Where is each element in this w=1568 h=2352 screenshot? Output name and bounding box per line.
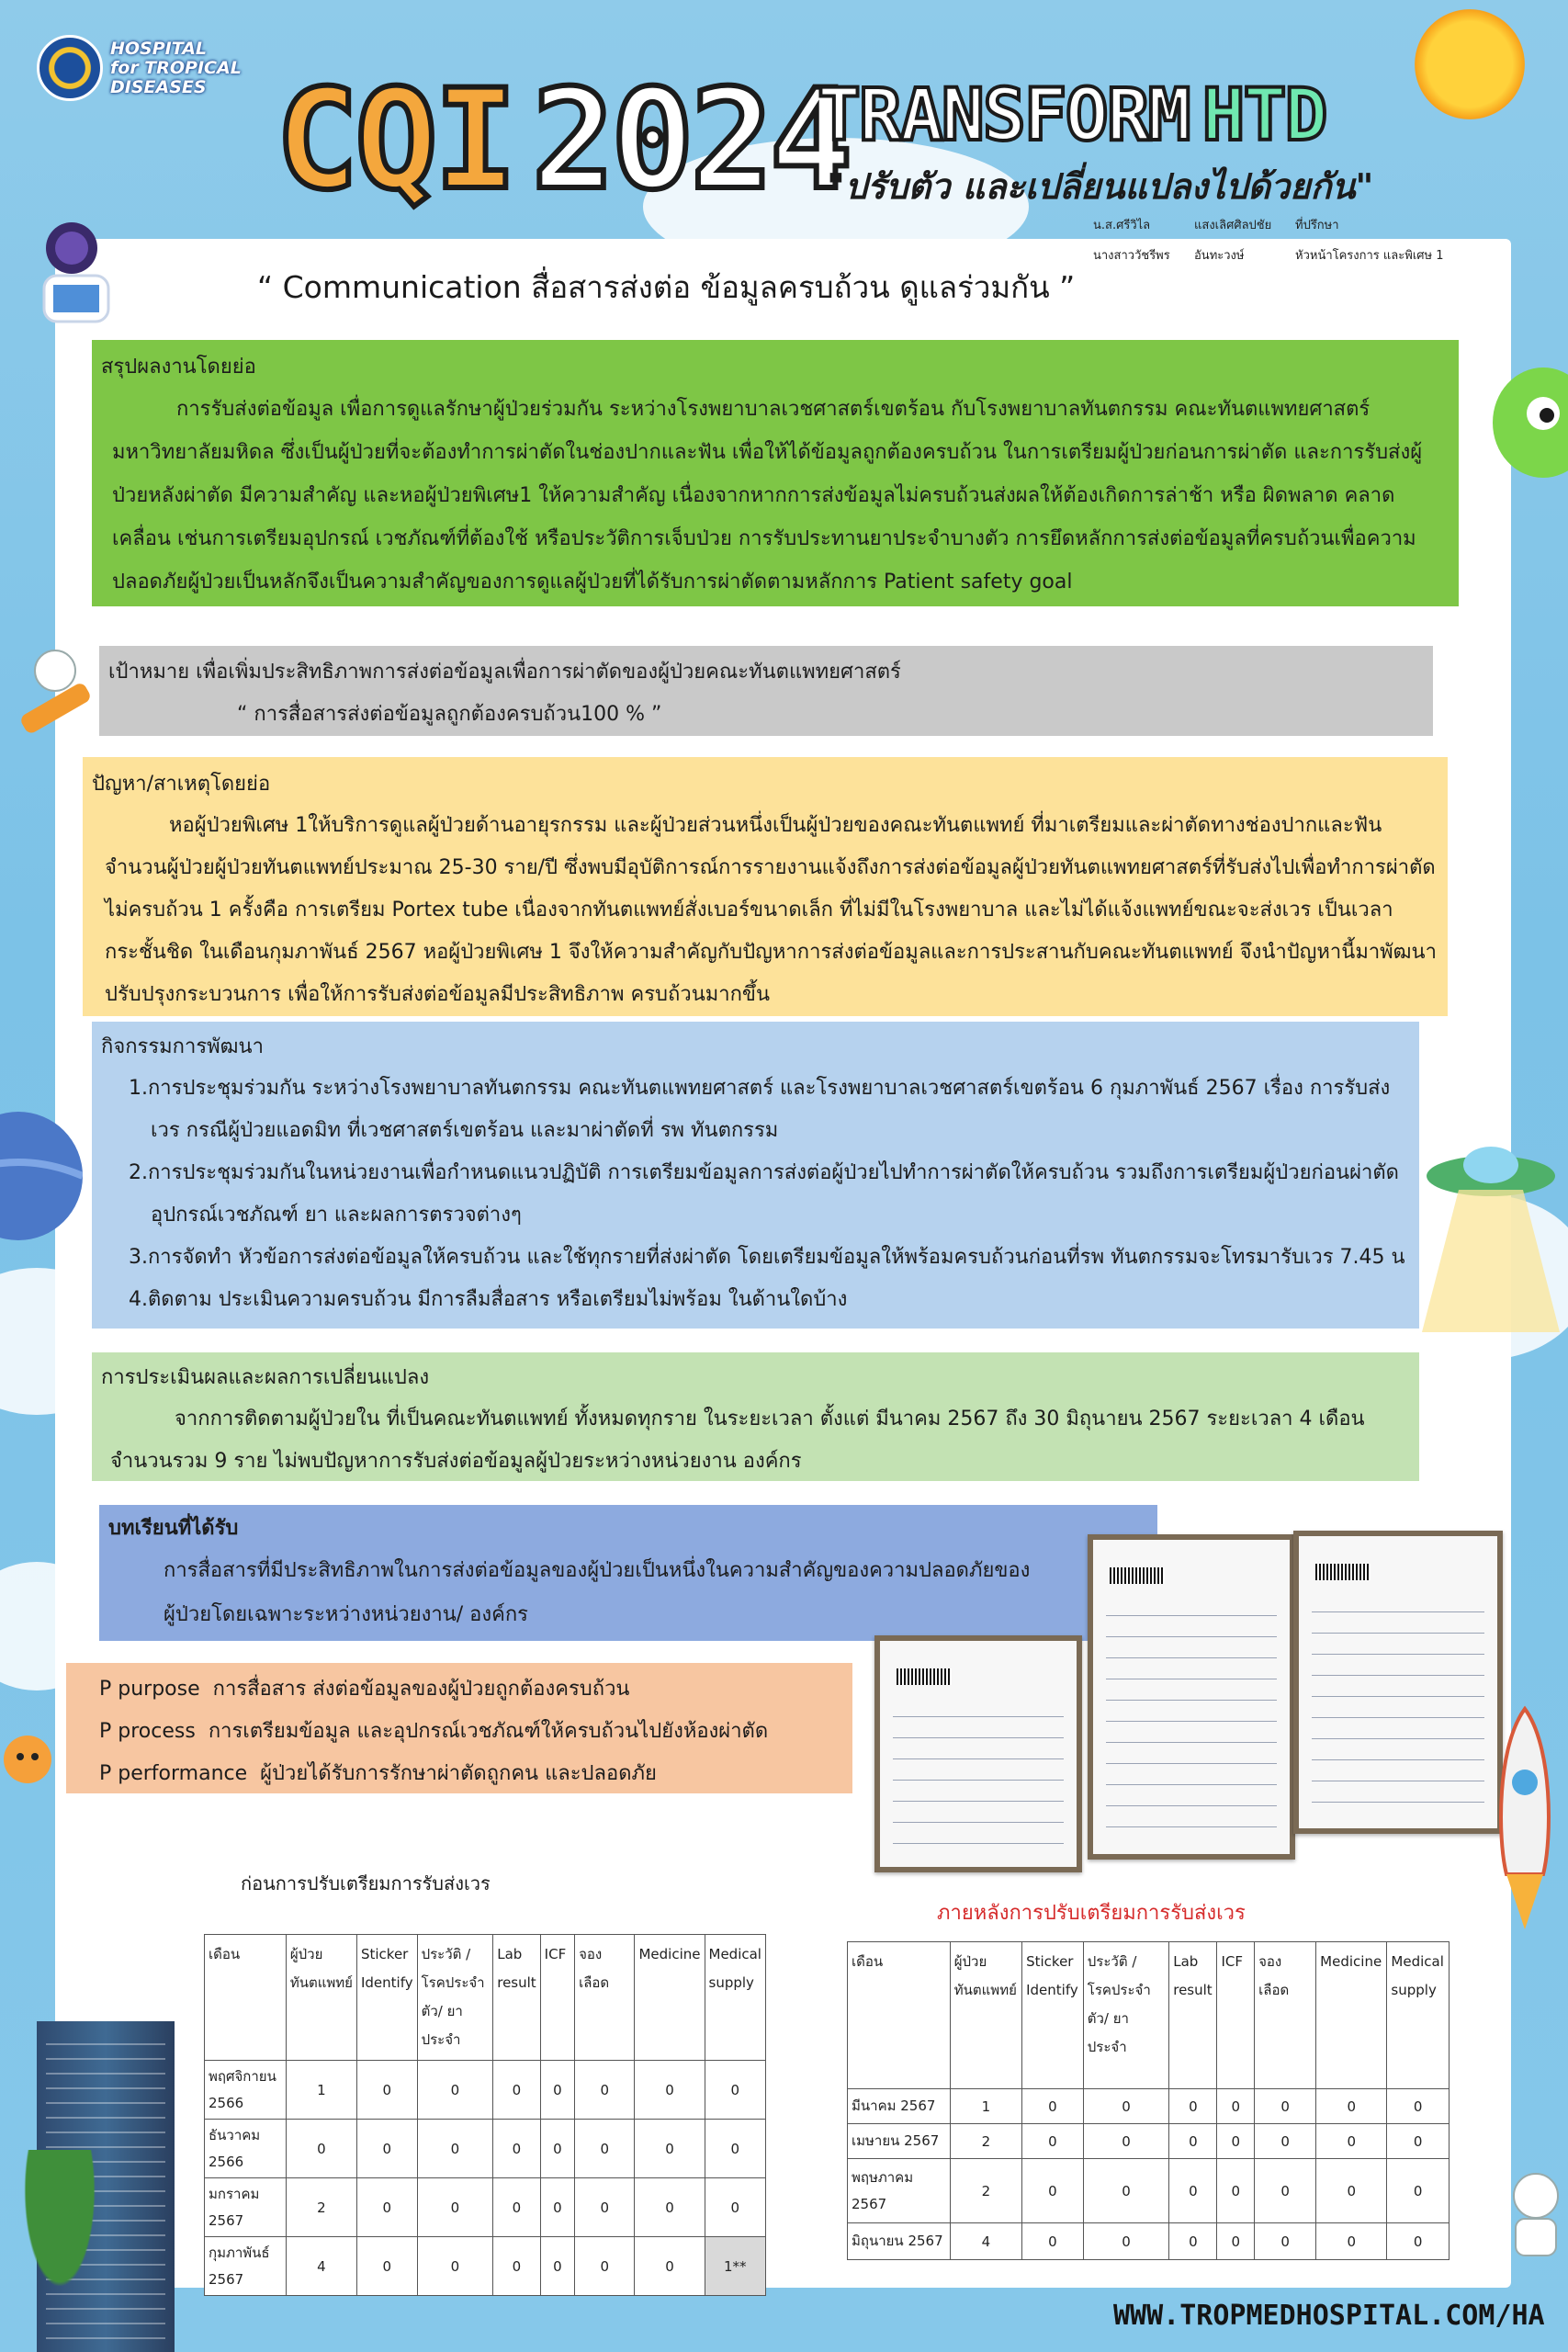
ppp-row: P performance ผู้ป่วยได้รับการรักษาผ่าตัดถูกคน และปลอดภัย [99,1762,657,1785]
hospital-logo-text: HOSPITAL for TROPICAL DISEASES [110,38,242,97]
ppp-section [66,1663,852,1793]
table-header: จองเลือด [1255,1942,1316,2089]
table-header: Medicine [635,1935,705,2061]
footer-url: WWW.TROPMEDHOSPITAL.COM/HA [1113,2300,1545,2332]
table-header: เดือน [205,1935,287,2061]
table-after-caption: ภายหลังการปรับเตรียมการรับส่งเวร [937,1902,1246,1925]
table-row: เมษายน 2567 2 0 0 0 0 0 0 0 [848,2124,1450,2159]
lesson-section [99,1505,1157,1641]
hospital-logo [37,35,242,101]
author-name: น.ส.ศรีวิไล [1093,219,1151,232]
problem-title: ปัญหา/สาเหตุโดยย่อ [92,773,271,796]
table-header: Lab result [1169,1942,1217,2089]
table-before [204,1934,766,2296]
author-name: อันทะวงษ์ [1194,249,1245,263]
title-htd: HTD [1201,74,1326,157]
activity-item: 4.ติดตาม ประเมินความครบถ้วน มีการลืมสื่อสาร หรือเตรียมไม่พร้อม ในด้านใดบ้าง [129,1288,848,1311]
ufo-icon [1422,1139,1560,1341]
author-name: ที่ปรึกษา [1295,219,1339,232]
palm-tree-image [0,2150,119,2352]
poster-title [276,61,850,220]
sun-icon [1415,9,1525,119]
astronaut-corner-icon [1499,2168,1568,2260]
table-header: ผู้ป่วยทันตแพทย์ [950,1942,1021,2089]
evaluation-section [92,1352,1419,1481]
table-before-caption: ก่อนการปรับเตรียมการรับส่งเวร [241,1872,491,1894]
handover-form-photo [1088,1534,1295,1860]
authors-block [1093,215,1479,265]
rocket-icon [1479,1700,1568,1939]
poster-headline: “ Communication สื่อสารส่งต่อ ข้อมูลครบถ้วน ดูแลร่วมกัน ” [257,269,1076,305]
lesson-line: ผู้ป่วยโดยเฉพาะระหว่างหน่วยงาน/ องค์กร [164,1603,528,1626]
table-header: Lab result [493,1935,540,2061]
cat-icon [0,1718,64,1801]
activity-item: 3.การจัดทำ หัวข้อการส่งต่อข้อมูลให้ครบถ้วน และใช้ทุกรายที่ส่งผ่าตัด โดยเตรียมข้อมูลให้พร้อมครบถ้วนก่อนที่รพ ทันตกรรมจะโทรมารับเวร 7.45 น [129,1246,1405,1269]
table-header: ประวัติ / โรคประจำตัว/ ยาประจำ [417,1935,493,2061]
activities-section [92,1022,1419,1329]
author-name: นางสาววัชรีพร [1093,249,1170,263]
handover-form-photo [874,1635,1082,1872]
summary-title: สรุปผลงานโดยย่อ [101,356,256,379]
evaluation-title: การประเมินผลและผลการเปลี่ยนแปลง [101,1366,430,1389]
hospital-seal-icon [37,35,103,101]
activity-item: 1.การประชุมร่วมกัน ระหว่างโรงพยาบาลทันตกรรม คณะทันตแพทยศาสตร์ และโรงพยาบาลเวชศาสตร์เขตร้อน 6 กุมภาพันธ์ 2567 เรื่อง การรับส่งเวร กรณีผู้ป่วยแอดมิท ที่เวชศาสตร์เขตร้อน และมาผ่าตัดที่ รพ ทันตกรรม [129,1077,1391,1142]
lesson-title: บทเรียนที่ได้รับ [108,1517,239,1540]
table-header: Medical supply [705,1935,766,2061]
table-row: พฤษภาคม 2567 2 0 0 0 0 0 0 0 [848,2159,1450,2223]
ppp-row: P purpose การสื่อสาร ส่งต่อข้อมูลของผู้ป่วยถูกต้องครบถ้วน [99,1678,630,1701]
table-header: ผู้ป่วยทันตแพทย์ [286,1935,356,2061]
activity-item: 2.การประชุมร่วมกันในหน่วยงานเพื่อกำหนดแนวปฏิบัติ การเตรียมข้อมูลการส่งต่อผู้ป่วยไปทำการผ่าตัดให้ครบถ้วน รวมถึงการเตรียมผู้ป่วยก่อนผ่าตัด อุปกรณ์เวชภัณฑ์ ยา และผลการตรวจต่างๆ [129,1161,1399,1227]
table-header: Medicine [1316,1942,1387,2089]
table-row: กุมภาพันธ์ 2567 4 0 0 0 0 0 0 1** [205,2237,766,2296]
table-after [847,1941,1450,2260]
handover-form-photo [1293,1531,1503,1834]
green-monster-icon [1488,358,1568,496]
summary-section [92,340,1459,606]
highlight-cell: 1** [705,2237,766,2296]
problem-section [83,757,1448,1016]
author-name: แสงเลิศศิลปชัย [1194,219,1272,232]
table-header: Sticker Identify [1022,1942,1084,2089]
goal-section [99,646,1433,736]
planet-icon [0,1102,83,1250]
table-header: ICF [1217,1942,1255,2089]
evaluation-body: จากการติดตามผู้ป่วยใน ที่เป็นคณะทันตแพทย์ ทั้งหมดทุกราย ในระยะเวลา ตั้งแต่ มีนาคม 2567 ถึง 30 มิถุนายน 2567 ระยะเวลา 4 เดือน จำนวนรวม 9 ราย ไม่พบปัญหาการรับส่งต่อข้อมูลผู้ป่วยระหว่างหน่วยงาน องค์กร [110,1408,1365,1473]
title-transform: TRANSFORM HTD [818,74,1326,157]
title-year: 2024 [531,61,850,220]
table-row: พฤศจิกายน 2566 1 0 0 0 0 0 0 0 [205,2061,766,2120]
table-header: ICF [540,1935,574,2061]
astronaut-pencil-icon [9,643,101,753]
table-header: ประวัติ / โรคประจำตัว/ ยาประจำ [1083,1942,1168,2089]
table-header: Sticker Identify [356,1935,417,2061]
title-cqi: CQI [276,61,513,220]
ppp-row: P process การเตรียมข้อมูล และอุปกรณ์เวชภัณฑ์ให้ครบถ้วนไปยังห้องผ่าตัด [99,1720,769,1743]
table-header: Medical supply [1387,1942,1450,2089]
activities-title: กิจกรรมการพัฒนา [101,1035,264,1058]
goal-target: “ การสื่อสารส่งต่อข้อมูลถูกต้องครบถ้วน100 % ” [237,703,662,726]
goal-text: เป้าหมาย เพื่อเพิ่มประสิทธิภาพการส่งต่อข้อมูลเพื่อการผ่าตัดของผู้ป่วยคณะทันตแพทยศาสตร์ [108,661,901,684]
table-row: มีนาคม 2567 1 0 0 0 0 0 0 0 [848,2089,1450,2124]
summary-body: การรับส่งต่อข้อมูล เพื่อการดูแลรักษาผู้ป่วยร่วมกัน ระหว่างโรงพยาบาลเวชศาสตร์เขตร้อน กับโรงพยาบาลทันตกรรม คณะทันตแพทยศาสตร์ มหาวิทยาลัยมหิดล ซึ่งเป็นผู้ป่วยที่จะต้องทำการผ่าตัดในช่องปากและฟัน เพื่อให้ได้ข้อมูลถูกต้องครบถ้วน ในการเตรียมผู้ป่วยก่อนการผ่าตัด และการรับส่งผู้ป่วยหลังผ่าตัด มีความสำคัญ และหอผู้ป่วยพิเศษ1 ให้ความสำคัญ เนื่องจากหากการส่งข้อมูลไม่ครบถ้วนส่งผลให้ต้องเกิดการล่าช้า หรือ ผิดพลาด คลาดเคลื่อน เช่นการเตรียมอุปกรณ์ เวชภัณฑ์ที่ต้องใช้ หรือประวัติการเจ็บป่วย การรับประทานยาประจำบางตัว การยึดหลักการส่งต่อข้อมูลที่ครบถ้วนเพื่อความปลอดภัยผู้ป่วยเป็นหลักจึงเป็นความสำคัญของการดูแลผู้ป่วยที่ได้รับการผ่าตัดตามหลักการ Patient safety goal [112,398,1423,594]
title-subtitle: "ปรับตัว และเปลี่ยนแปลงไปด้วยกัน" [827,166,1374,207]
table-row: มกราคม 2567 2 0 0 0 0 0 0 0 [205,2178,766,2237]
table-header: เดือน [848,1942,951,2089]
problem-body: หอผู้ป่วยพิเศษ 1ให้บริการดูแลผู้ป่วยด้านอายุรกรรม และผู้ป่วยส่วนหนึ่งเป็นผู้ป่วยของคณะทันตแพทย์ ที่มาเตรียมและผ่าตัดทางช่องปากและฟัน จำนวนผู้ป่วยผู้ป่วยทันตแพทย์ประมาณ 25-30 ราย/ปี ซึ่งพบมีอุบัติการณ์การรายงานแจ้งถึงการส่งต่อข้อมูลผู้ป่วยทันตแพทยศาสตร์ที่รับส่งไปเพื่อทำการผ่าตัด ไม่ครบถ้วน 1 ครั้งคือ การเตรียม Portex tube เนื่องจากทันตแพทย์สั่งเบอร์ขนาดเล็ก ที่ไม่มีในโรงพยาบาล และไม่ได้แจ้งแพทย์ขณะจะส่งเวร เป็นเวลากระชั้นชิด ในเดือนกุมภาพันธ์ 2567 หอผู้ป่วยพิเศษ 1 จึงให้ความสำคัญกับปัญหาการส่งต่อข้อมูลและการประสานกับคณะทันตแพทย์ จึงนำปัญหานี้มาพัฒนาปรับปรุงกระบวนการ เพื่อให้การรับส่งต่อข้อมูลมีประสิทธิภาพ ครบถ้วนมากขึ้น [105,814,1437,1006]
table-header: จองเลือด [575,1935,635,2061]
author-name: หัวหน้าโครงการ และพิเศษ 1 [1295,249,1444,263]
table-row: มิถุนายน 2567 4 0 0 0 0 0 0 0 [848,2223,1450,2260]
astronaut-reading-icon [26,211,127,340]
table-row: ธันวาคม 2566 0 0 0 0 0 0 0 0 [205,2120,766,2178]
lesson-line: การสื่อสารที่มีประสิทธิภาพในการส่งต่อข้อมูลของผู้ป่วยเป็นหนึ่งในความสำคัญของความปลอดภัยของ [164,1559,1031,1582]
